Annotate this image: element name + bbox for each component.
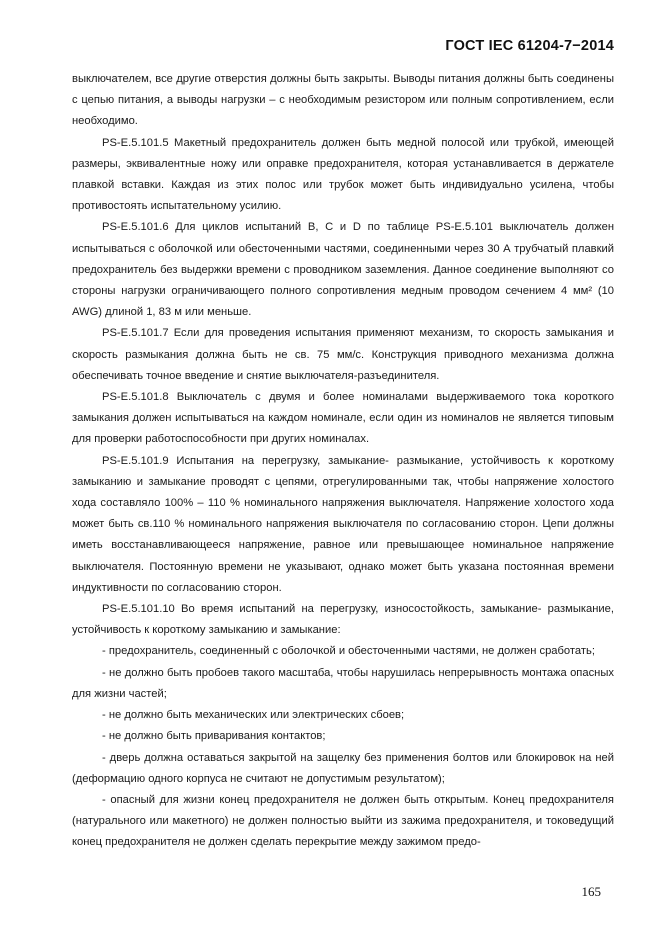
document-header: ГОСТ IEC 61204-7−2014 — [445, 38, 614, 54]
paragraph: PS-E.5.101.5 Макетный предохранитель должен быть медной полосой или трубкой, имеющей размеры, эквивалентные ножу или оправке предохранителя, которая устанавливается в держателе плавкой вставки. Каждая из этих полос или трубок может быть индивидуально усилена, чтобы противостоять испытательному усилию. — [72, 136, 614, 213]
paragraph: PS-E.5.101.7 Если для проведения испытания применяют механизм, то скорость замыкания и скорость размыкания должна быть не св. 75 мм/с. Конструкция приводного механизма должна обеспечивать точное введение и снятие выключателя-разъединителя. — [72, 327, 614, 382]
paragraph: PS-E.5.101.6 Для циклов испытаний B, C и D по таблице PS-E.5.101 выключатель должен испытываться с оболочкой или обесточенными частями, соединенными через 30 А трубчатый плавкий предохранитель без выдержки времени с проводником заземления. Данное соединение выполняют со стороны нагрузки ограничивающего полного сопротивления медным проводом сечением 4 мм² (10 AWG) длиной 1, 83 м или меньше. — [72, 221, 614, 319]
paragraph: выключателем, все другие отверстия должны быть закрыты. Выводы питания должны быть соединены с цепью питания, а выводы нагрузки – с необходимым резистором или полным сопротивлением, если необходимо. — [72, 73, 614, 128]
paragraph: PS-E.5.101.10 Во время испытаний на перегрузку, износостойкость, замыкание- размыкание, устойчивость к короткому замыканию и замыкание: — [72, 603, 614, 637]
page-number: 165 — [581, 884, 601, 899]
paragraph: PS-E.5.101.8 Выключатель с двумя и более номиналами выдерживаемого тока короткого замыкания должен испытываться на каждом номинале, если один из номиналов не является типовым для проверки работоспособности при других номиналах. — [72, 391, 614, 446]
list-item: - предохранитель, соединенный с оболочкой и обесточенными частями, не должен сработать; — [102, 645, 595, 658]
document-body — [72, 69, 614, 854]
list-item: - дверь должна оставаться закрытой на защелку без применения болтов или блокировок на ней (деформацию одного корпуса не считают не допустимым результатом); — [72, 751, 614, 785]
list-item: - не должно быть пробоев такого масштаба, чтобы нарушилась непрерывность монтажа опасных для жизни частей; — [72, 666, 614, 700]
paragraph: PS-E.5.101.9 Испытания на перегрузку, замыкание- размыкание, устойчивость к короткому замыканию и замыкание проводят с цепями, отрегулированными так, чтобы напряжение холостого хода составляло 100% – 110 % номинального напряжения выключателя. Напряжение холостого хода может быть св.110 % номинального напряжения выключателя по согласованию сторон. Цепи должны иметь восстанавливающееся напряжение, равное или превышающее номинальное напряжение выключателя. Постоянную времени не указывают, однако может быть указана постоянная времени индуктивности по согласованию сторон. — [72, 454, 614, 594]
list-item: - опасный для жизни конец предохранителя не должен быть открытым. Конец предохранителя (натурального или макетного) не должен полностью выйти из зажима предохранителя, и токоведущий конец предохранителя не должен сделать перекрытие между зажимом предо- — [72, 793, 614, 849]
list-item: - не должно быть механических или электрических сбоев; — [102, 709, 405, 722]
list-item: - не должно быть приваривания контактов; — [102, 730, 326, 743]
